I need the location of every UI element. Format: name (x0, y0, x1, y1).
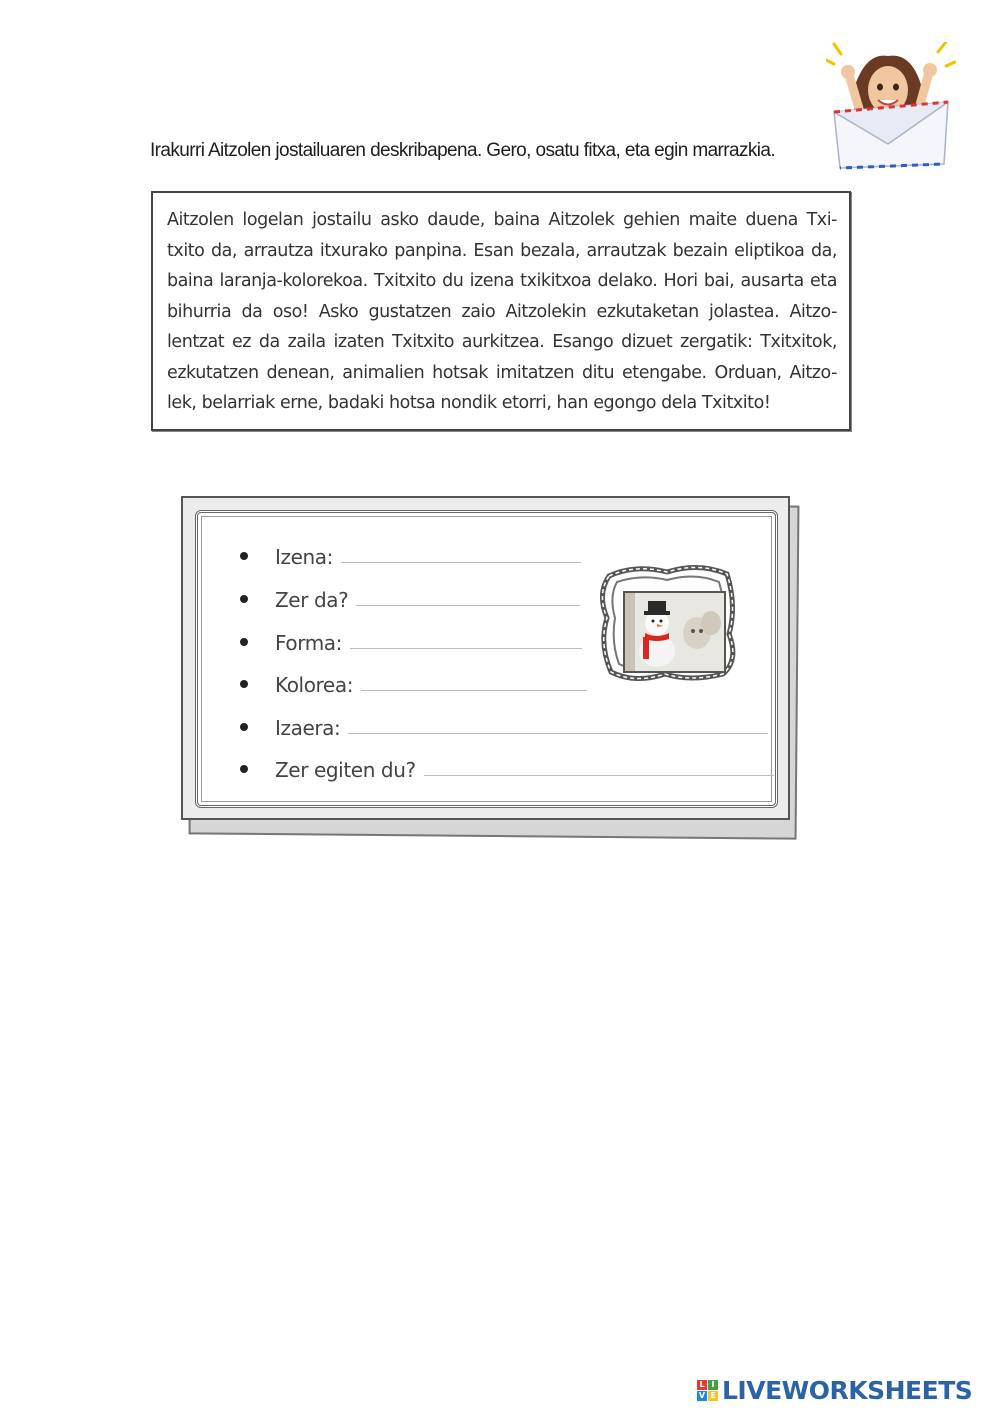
field-character (240, 708, 768, 740)
reading-line: txito da, arrautza itxurako panpina. Esan bezala, arrautzak bezain eliptikoa da, (167, 240, 837, 261)
reading-line: lentzat ez da zaila izaten Txitxito aurkitzea. Esango dizuet zergatik: Txitxitok, (167, 332, 837, 352)
reading-passage-box (151, 191, 851, 431)
bullet-icon (240, 595, 248, 603)
field-label: Zer da? (275, 588, 349, 612)
badge-letter: V (698, 1391, 706, 1400)
snowman-photo (623, 591, 726, 673)
field-color (240, 665, 587, 697)
bullet-icon (240, 638, 248, 646)
reading-line: bihurria da oso! Asko gustatzen zaio Aitzolekin ezkutaketan jolastea. Aitzo- (167, 301, 837, 322)
field-name (240, 537, 581, 569)
bullet-icon (240, 552, 248, 560)
toy-description-card (181, 496, 790, 820)
field-label: Zer egiten du? (275, 758, 416, 782)
field-what (240, 580, 580, 612)
bullet-icon (240, 680, 248, 688)
field-label: Kolorea: (275, 673, 354, 697)
shape-answer-line[interactable] (350, 647, 582, 649)
field-shape (240, 623, 582, 655)
color-answer-line[interactable] (361, 689, 587, 691)
drawing-frame[interactable] (595, 556, 740, 686)
liveworksheets-logo-icon (697, 1380, 718, 1401)
bullet-icon (240, 765, 248, 773)
field-does (240, 750, 774, 782)
liveworksheets-brand (697, 1376, 972, 1405)
character-answer-line[interactable] (348, 732, 768, 734)
badge-letter: L (697, 1380, 707, 1390)
reading-line: Aitzolen logelan jostailu asko daude, baina Aitzolek gehien maite duena Txi- (167, 210, 837, 230)
reading-line: lek, belarriak erne, badaki hotsa nondik etorri, han egongo dela Txitxito! (167, 393, 771, 413)
name-answer-line[interactable] (341, 561, 581, 563)
badge-letter: E (708, 1391, 718, 1401)
reading-line: ezkutatzen denean, animalien hotsak imitatzen ditu etengabe. Orduan, Aitzo- (167, 362, 837, 383)
field-label: Izena: (275, 545, 333, 569)
field-label: Forma: (275, 631, 342, 655)
field-label: Izaera: (275, 716, 341, 740)
reading-line: baina laranja-kolorekoa. Txitxito du izena txikitxoa delako. Hori bai, ausarta eta (167, 271, 837, 291)
brand-name: LIVEWORKSHEETS (722, 1376, 973, 1405)
card-inner-border (195, 510, 778, 808)
does-answer-line[interactable] (424, 774, 774, 776)
bullet-icon (240, 723, 248, 731)
badge-letter: I (708, 1380, 718, 1390)
instruction-text: Irakurri Aitzolen jostailuaren deskribapena. Gero, osatu fitxa, eta egin marrazkia. (150, 140, 776, 161)
what-answer-line[interactable] (356, 604, 580, 606)
